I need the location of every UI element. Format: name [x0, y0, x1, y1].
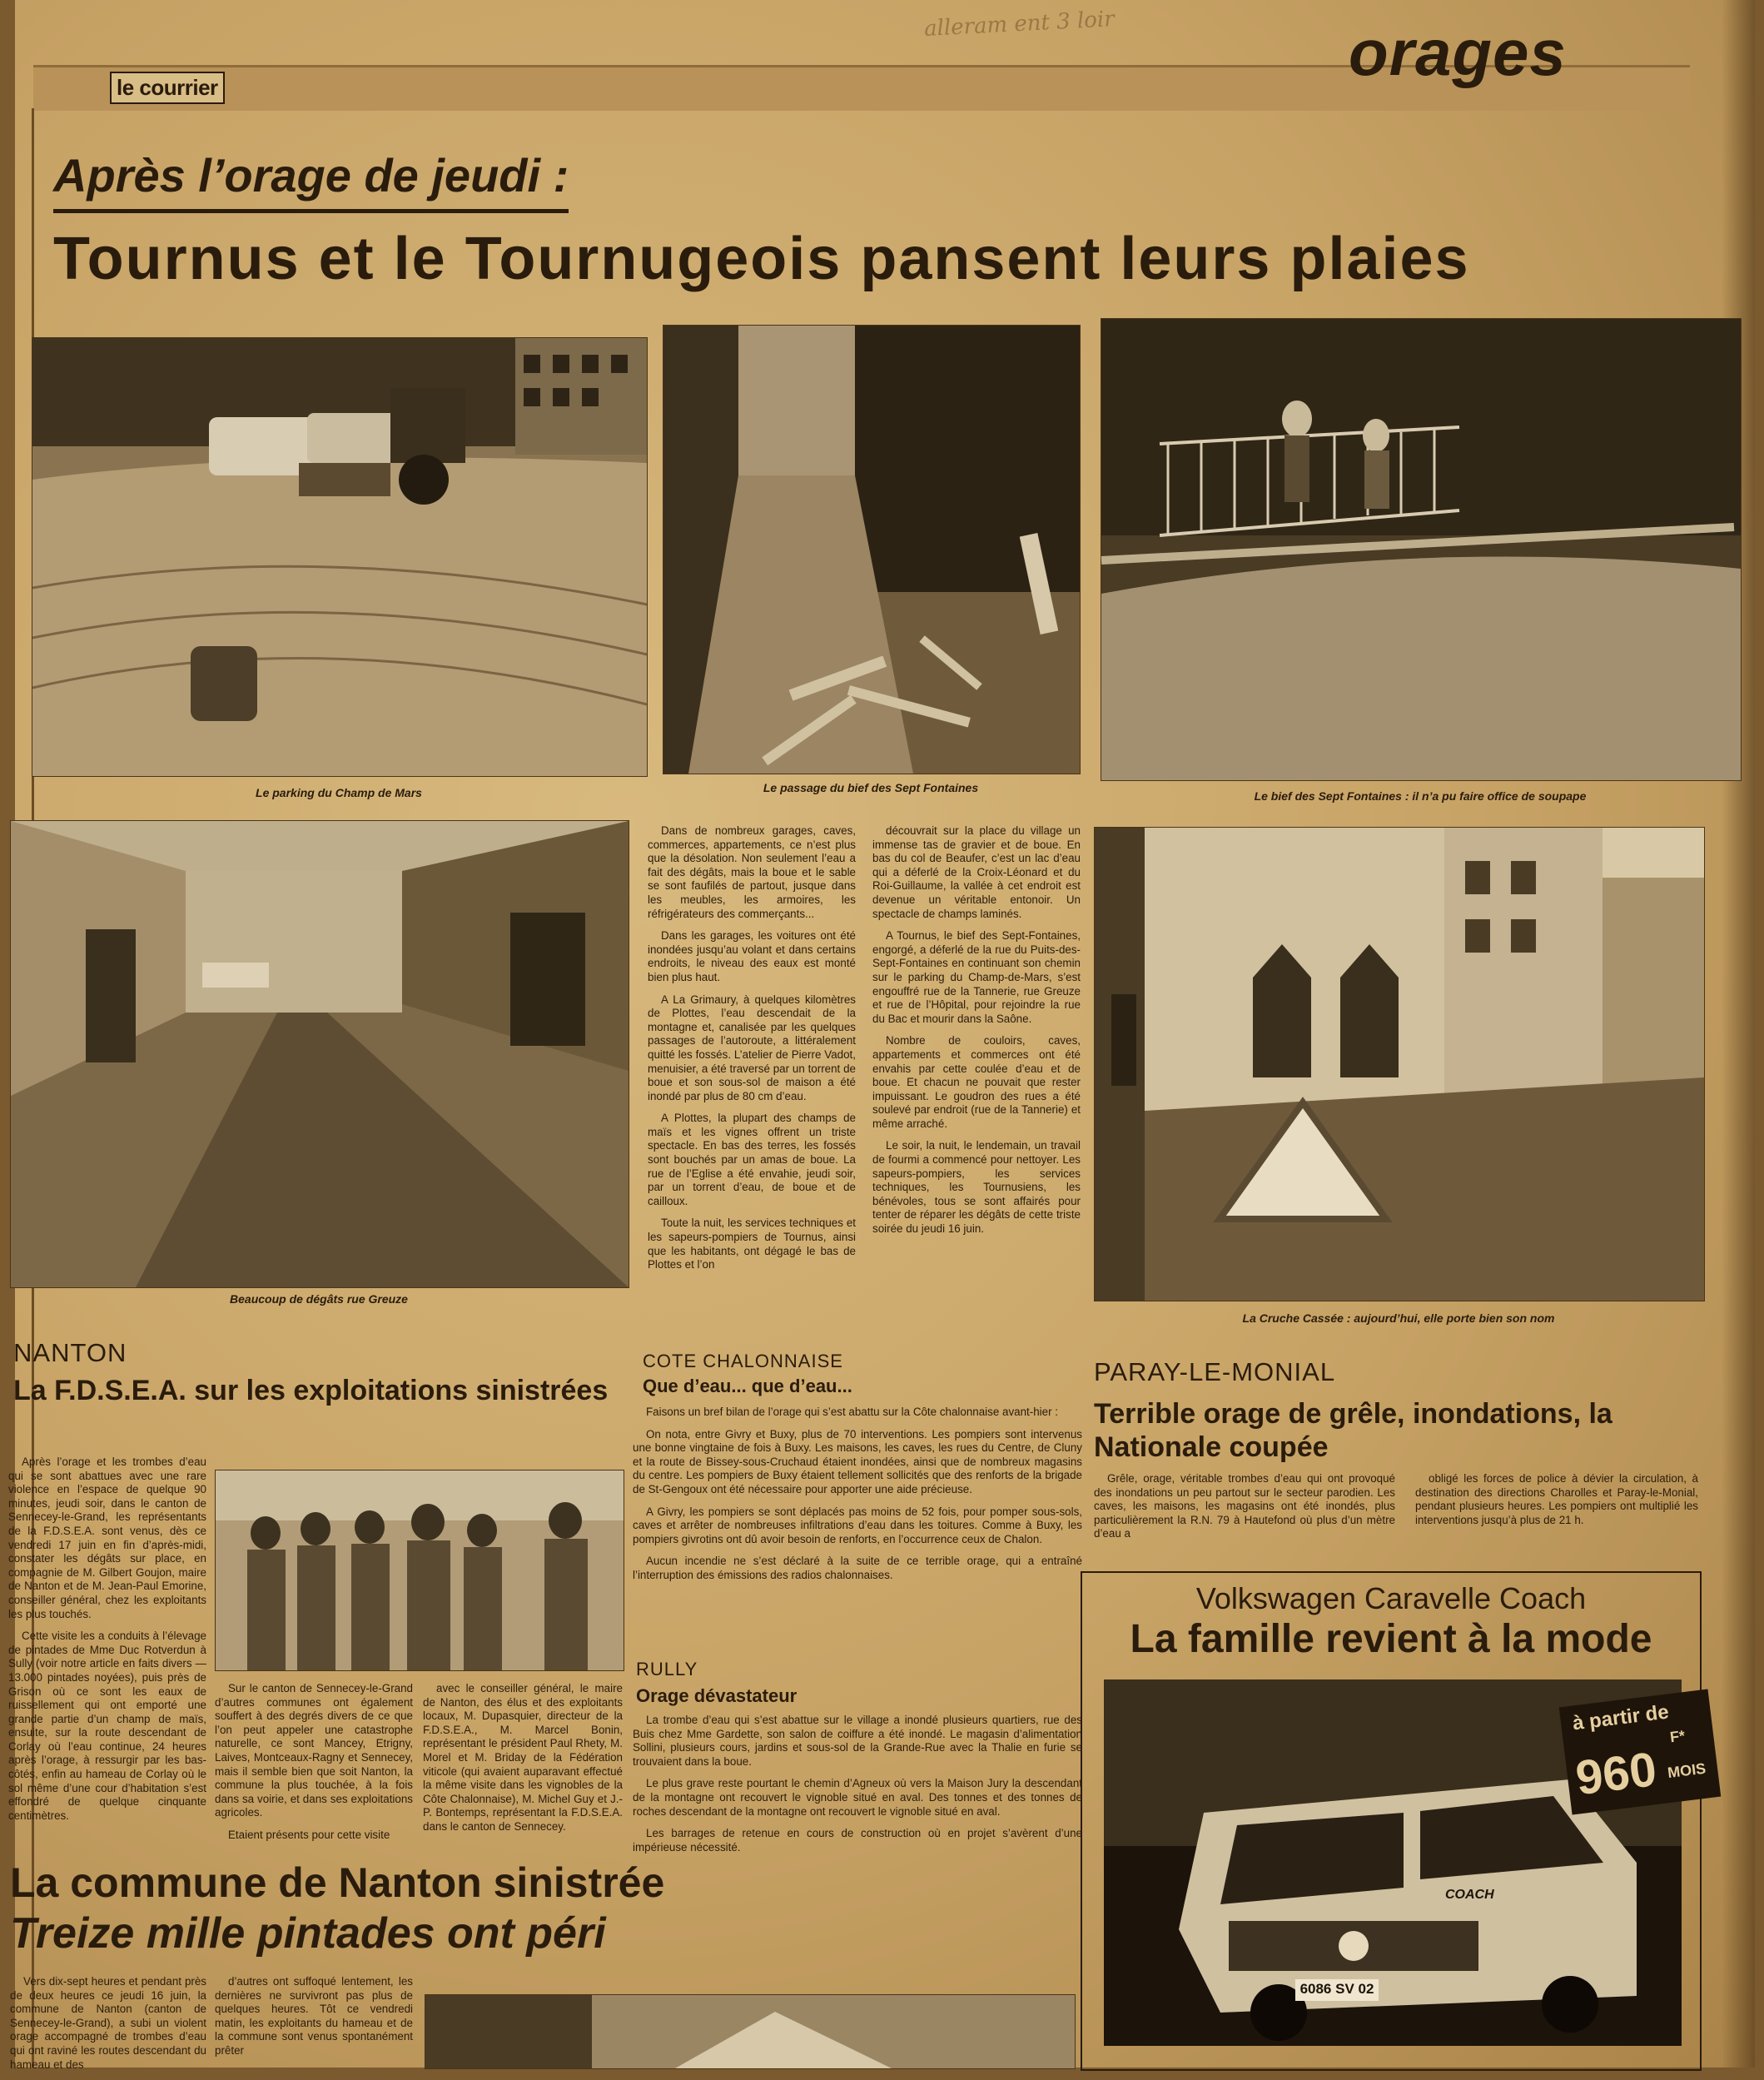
ad-van-badge: COACH: [1445, 1888, 1494, 1902]
article-paragraph: La trombe d’eau qui s’est abattue sur le village a inondé plusieurs quartiers, rue des Buis chez Mme Gardette, son salon de coiffure a été inondé. Le magasin d’alimentation Sollini, plusieurs cours, jardins et sous-sol de la Grande-Rue avec la Thalie en furie se trouvaient dans la boue.: [633, 1714, 1082, 1768]
article-column: [633, 1714, 1082, 1863]
main-headline: Tournus et le Tournugeois pansent leurs plaies: [53, 226, 1470, 292]
article-paragraph: Vers dix-sept heures et pendant près de deux heures ce jeudi 16 juin, la commune de Nanton (canton de Sennecey-le-Grand), a subi un violent orage accompagné de trombes d’eau qui ont raviné les routes descendant du hameau et des: [10, 1975, 206, 2071]
article-paragraph: Sur le canton de Sennecey-le-Grand d’autres communes ont également souffert à des degrés divers de ce que l’on peut appeler une catastrophe naturelle, ce sont Mancey, Etrigny, Laives, Montceaux-Ragny et Sennecey, mais il semble bien que soit Nanton, la commune la plus touchée, à la fois dans sa voirie, et dans ses exploitations agricoles.: [215, 1682, 413, 1819]
section-place: PARAY-LE-MONIAL: [1094, 1357, 1336, 1386]
article-paragraph: A Givry, les pompiers se sont déplacés pas moins de 52 fois, pour pomper sous-sols, caves et arrêter de nombreuses infiltrations d’eau dans les toitures. Comme à Buxy, les pompiers givrotins ont dû avoir besoin de renforts, en l’occurrence ceux de Chalon.: [633, 1505, 1082, 1545]
article-paragraph: Les barrages de retenue en cours de construction où en projet s’avèrent d’une impérieuse nécessité.: [633, 1827, 1082, 1854]
ad-price-currency: F*: [1668, 1727, 1687, 1746]
article-paragraph: Dans de nombreux garages, caves, commerces, appartements, ce n’est plus que la désolation. Non seulement l’eau a fait des dégâts, mais la boue et le sable se sont faufilés de partout, jusque dans les meubles, les armoires, les réfrigérateurs des commerçants...: [648, 824, 856, 920]
ad-brand: Volkswagen Caravelle Coach: [1195, 1581, 1587, 1615]
section-place: COTE CHALONNAISE: [643, 1351, 843, 1371]
article-paragraph: Aucun incendie ne s’est déclaré à la suite de ce terrible orage, qui a entraîné l’interruption des émissions des radios chalonnaises.: [633, 1555, 1082, 1581]
article-paragraph: d’autres ont suffoqué lentement, les dernières ne survivront pas plus de quelques heures. Tôt ce vendredi matin, les exploitants du hameau et de la commune sont venus spontanément prêter: [215, 1975, 413, 2057]
section-title: Orage dévastateur: [636, 1685, 798, 1706]
section-place: RULLY: [636, 1659, 698, 1679]
photo-cruche-cassee: [1094, 827, 1705, 1301]
article-column: [633, 1406, 1082, 1591]
photo-fdsea-group: [215, 1470, 624, 1671]
article-paragraph: On nota, entre Givry et Buxy, plus de 70 interventions. Les pompiers sont intervenus une bonne vingtaine de fois à Buxy. Les maisons, les caves, les rues du Centre, de Cluny et la route de Bissey-sous-Cruchaud étaient inondées, ainsi que de nombreux magasins du centre. Les pompiers de Buxy étaient tellement sollicités que des renforts de la brigade de St-Gengoux ont été nécessaire pour apporter une aide précieuse.: [633, 1427, 1082, 1495]
article-paragraph: Grêle, orage, véritable trombes d’eau qui ont provoqué des inondations un peu partout sur le secteur parodien. Les caves, les maisons, les magasins ont été inondés, plus particulièrement la R.N. 79 à Hautefond où plus d’un mètre d’eau a: [1094, 1472, 1395, 1540]
bottom-subheadline: Treize mille pintades ont péri: [10, 1909, 606, 1958]
photo-parking: [32, 337, 648, 777]
article-paragraph: découvrait sur la place du village un immense tas de gravier et de boue. En bas du col de Beaufer, c’est un lac d’eau qui a déferlé de la Croix-Léonard et du Roi-Guillaume, la vallée à cet endroit est devenue un véritable entonoir. Un spectacle de champs laminés.: [872, 824, 1081, 920]
section-title: Que d’eau... que d’eau...: [643, 1376, 852, 1396]
article-paragraph: Le soir, la nuit, le lendemain, un travail de fourmi a commencé pour nettoyer. Les sapeurs-pompiers, les services techniques, les Tournusiens, les bénévoles, tous se sont affairés pour tenter de réparer les dégâts de cette triste soirée du jeudi 16 juin.: [872, 1139, 1081, 1236]
ad-price-value: 960: [1573, 1742, 1660, 1806]
article-column: [8, 1456, 206, 1831]
article-paragraph: avec le conseiller général, le maire de Nanton, des élus et des exploitants locaux, M. Dupasquier, directeur de la F.D.S.E.A., M. Marcel Bonin, représentant le président Paul Rhety, M. Morel et M. Briday de la Fédération viticole (qui avaient auparavant effectué la même visite dans les vignobles de la Côte Chalonnaise), M. Michel Guy et J.-P. Bontemps, représentant la F.D.S.E.A. dans le canton de Sennecey.: [423, 1682, 623, 1833]
article-paragraph: A La Grimaury, à quelques kilomètres de Plottes, l’eau descendait de la montagne et, canalisée par les quelques passages de l’autoroute, a littéralement quitté les fossés. L’atelier de Pierre Vadot, menuisier, a été traversé par un torrent de boue et son sous-sol de maison a été inondé par plus de 80 cm d’eau.: [648, 993, 856, 1102]
photo-caption: Le parking du Champ de Mars: [256, 786, 422, 799]
article-column: [215, 1975, 413, 2067]
article-column: [1094, 1472, 1395, 1550]
section-rubric: orages: [1349, 16, 1567, 89]
article-paragraph: Cette visite les a conduits à l’élevage de pintades de Mme Duc Rotverdun à Sully (voir notre article en faits divers — 13.000 pintades noyées), puis près de Grison où ce sont les eaux de ruissellement qui ont emporté une grande partie d’un champ de maïs, ensuite, sur la route descendant de Corlay où l’eau continue, 24 heures après l’orage, à ressurgir par les bas-côtés, enfin au hameau de Corlay où le sol même d’une cour d’habitation s’est effondré de quelque cinquante centimètres.: [8, 1630, 206, 1822]
section-title: Terrible orage de grêle, inondations, la Nationale coupée: [1094, 1398, 1612, 1463]
newspaper-logo: le courrier: [110, 72, 225, 104]
article-paragraph: Le plus grave reste pourtant le chemin d’Agneux où vers la Maison Jury la descendant de la montagne ont recouvert le vignoble situé en aval. Des tonnes et des tonnes de roches descendant de la montagne ont recouvert le vignoble situé en aval.: [633, 1777, 1082, 1818]
article-column: [423, 1682, 623, 1843]
ad-price-prefix: à partir de: [1571, 1700, 1671, 1735]
article-paragraph: Etaient présents pour cette visite: [228, 1828, 390, 1841]
ad-price-tag: [1559, 1689, 1722, 1815]
article-paragraph: Faisons un bref bilan de l’orage qui s’est abattu sur la Côte chalonnaise avant-hier :: [646, 1406, 1059, 1418]
ad-slogan: La famille revient à la mode: [1130, 1617, 1652, 1661]
photo-rue-greuze: [10, 820, 629, 1288]
ad-license-plate: 6086 SV 02: [1299, 1981, 1374, 1997]
article-column: [872, 824, 1081, 1245]
article-column: [215, 1682, 413, 1851]
photo-passage: [663, 325, 1081, 774]
section-title: La F.D.S.E.A. sur les exploitations sinistrées: [13, 1375, 609, 1406]
kicker-title: Après l’orage de jeudi :: [53, 148, 569, 213]
photo-caption: Le passage du bief des Sept Fontaines: [763, 781, 979, 794]
photo-pintades: [425, 1994, 1076, 2069]
article-paragraph: obligé les forces de police à dévier la circulation, à destination des directions Charolles et Paray-le-Monial, pendant plusieurs heures. Les pompiers ont multiplié les interventions jusqu’à plus de 21 h.: [1415, 1472, 1698, 1526]
handwritten-note: alleram ent 3 loir: [923, 7, 1116, 42]
article-paragraph: A Tournus, le bief des Sept-Fontaines, engorgé, a déferlé de la rue du Puits-des-Sept-Fontaines en continuant son chemin sur le parking du Champ-de-Mars, s’est engouffré rue de la Tannerie, rue Greuze et rue de l’Hôpital, pour rejoindre la rue du Bac et mourir dans la Saône.: [872, 929, 1081, 1025]
article-paragraph: Nombre de couloirs, caves, appartements et commerces ont été envahis par cette coulée d’eau et de boue. Et chacun ne pouvait que rester impuissant. Le goudron des rues a été soulevé par endroit (rue de la Tannerie) et même arraché.: [872, 1034, 1081, 1130]
ad-price-period: MOIS: [1667, 1759, 1707, 1782]
article-column: [10, 1975, 206, 2080]
section-place: NANTON: [13, 1338, 127, 1367]
photo-caption: Beaucoup de dégâts rue Greuze: [230, 1292, 408, 1306]
photo-caption: La Cruche Cassée : aujourd’hui, elle porte bien son nom: [1242, 1311, 1555, 1325]
photo-bief: [1101, 318, 1742, 781]
advertisement[interactable]: [1081, 1571, 1707, 2071]
article-column: [1415, 1472, 1698, 1535]
bottom-headline: La commune de Nanton sinistrée: [10, 1859, 665, 1906]
page-edge-shadow: [1722, 0, 1755, 2068]
article-paragraph: A Plottes, la plupart des champs de maïs et les vignes offrent un triste spectacle. En bas des terres, les fossés sont bouchés par un amas de boue. La rue de l’Eglise a été envahie, jeudi soir, par un torrent d’eau, de boue et de cailloux.: [648, 1112, 856, 1207]
photo-caption: Le bief des Sept Fontaines : il n’a pu faire office de soupape: [1254, 789, 1587, 803]
article-column: [648, 824, 856, 1281]
article-paragraph: Toute la nuit, les services techniques et les sapeurs-pompiers de Tournus, ainsi que les habitants, ont dégagé le bas de Plottes et l’on: [648, 1217, 856, 1271]
article-paragraph: Après l’orage et les trombes d’eau qui se sont abattues avec une rare violence en l’espace de quelque 90 minutes, jeudi soir, dans le canton de Sennecey-le-Grand, les représentants de la F.D.S.E.A. sont venus, dès ce vendredi 17 juin en fin d’après-midi, constater les dégâts sur place, en compagnie de M. Gilbert Goujon, maire de Nanton et de M. Jean-Paul Emorine, conseiller général, chez les exploitants les plus touchés.: [8, 1456, 206, 1620]
article-paragraph: Dans les garages, les voitures ont été inondées jusqu’au volant et dans certains endroits, le niveau des eaux est monté bien plus haut.: [648, 929, 856, 983]
